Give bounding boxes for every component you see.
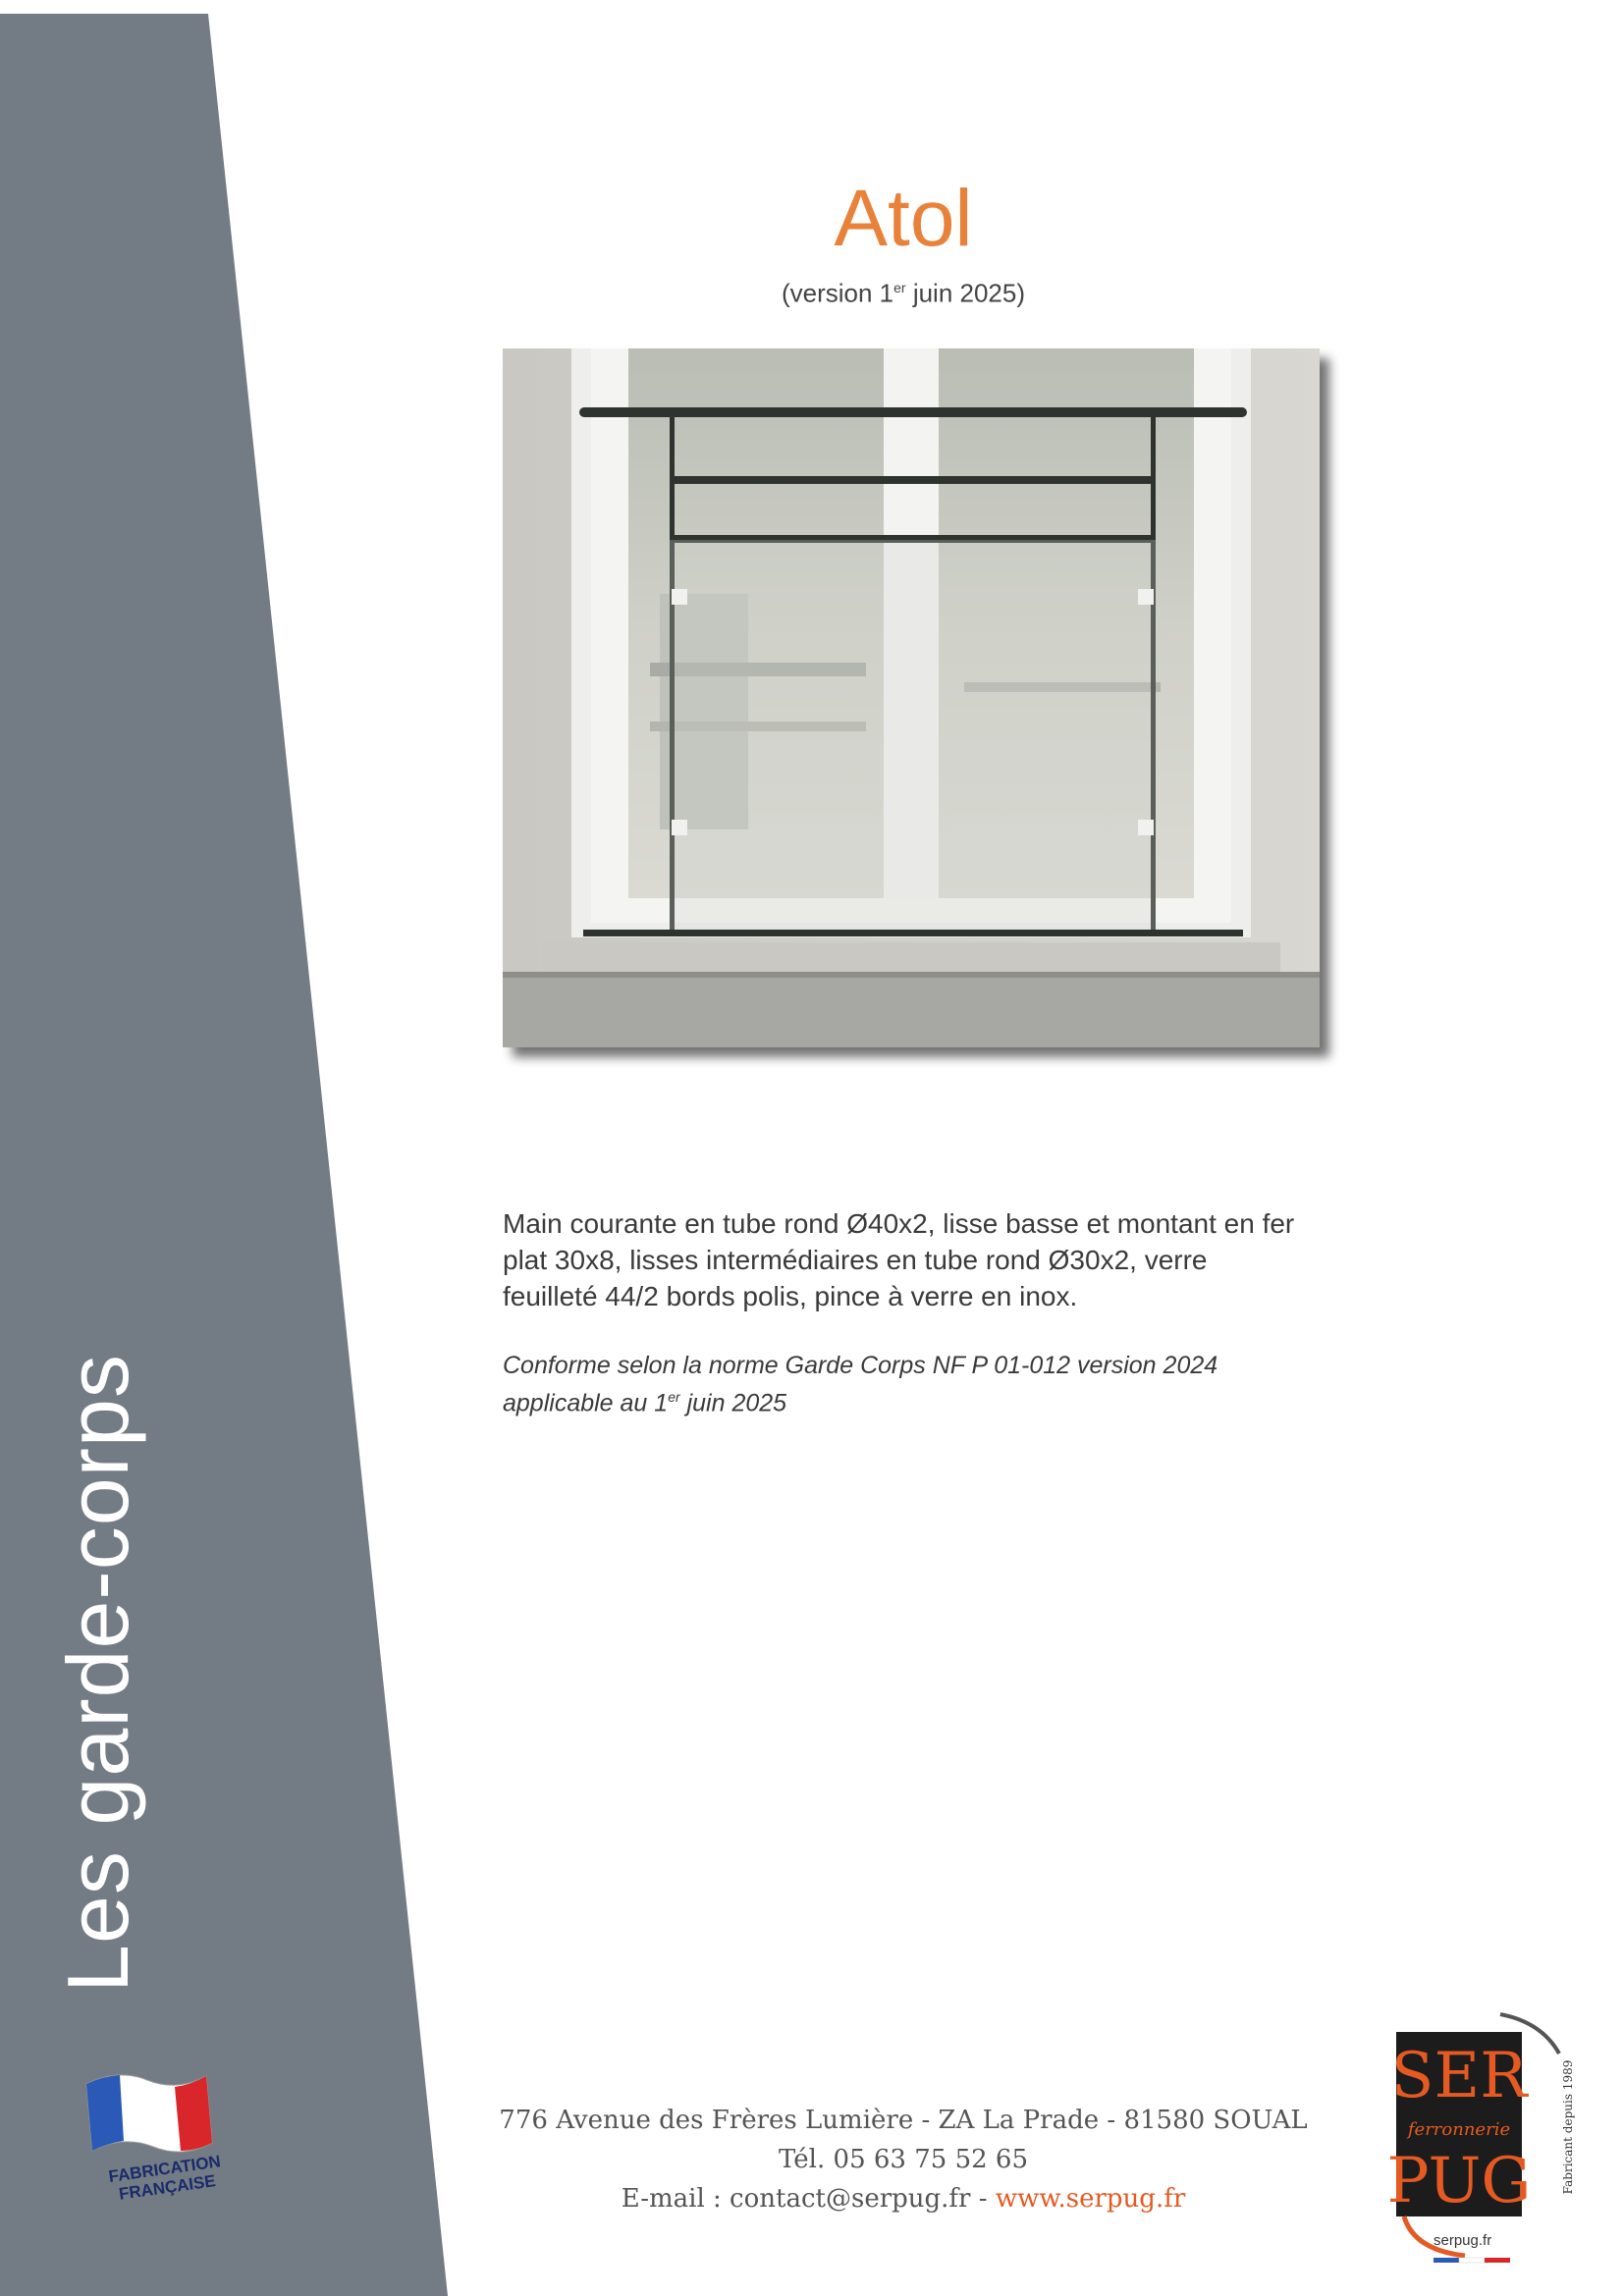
- logo-pug-text: PUG: [1386, 2145, 1532, 2217]
- sidebar: [0, 0, 452, 2296]
- contact-footer: [461, 2101, 1345, 2218]
- address: 776 Avenue des Frères Lumière - ZA La Prade - 81580 SOUAL: [499, 2106, 1308, 2135]
- norm-compliance: [503, 1350, 1308, 1418]
- logo-since: Fabricant depuis 1989: [1561, 2059, 1575, 2195]
- product-version: (version 1er juin 2025): [781, 278, 1026, 308]
- logo-ser-text: SER: [1390, 2040, 1528, 2112]
- product-title: Atol: [834, 174, 973, 263]
- sidebar-title: Les garde-corps: [49, 1354, 146, 1993]
- phone: Tél. 05 63 75 52 65: [778, 2145, 1029, 2174]
- norm-line-1: Conforme selon la norme Garde Corps NF P 01-012 version 2024: [503, 1352, 1218, 1379]
- email[interactable]: E-mail : contact@serpug.fr: [621, 2184, 971, 2214]
- logo-domain: serpug.fr: [1434, 2232, 1492, 2249]
- logo-sub-text: ferronnerie: [1407, 2119, 1511, 2140]
- serpug-logo: [1365, 1993, 1581, 2287]
- norm-line-2: applicable au 1er juin 2025: [503, 1389, 787, 1417]
- email-line: E-mail : contact@serpug.fr - www.serpug.fr: [621, 2184, 1186, 2214]
- website-link[interactable]: www.serpug.fr: [995, 2184, 1186, 2214]
- fabrication-francaise-label: FABRICATION FRANÇAISE: [107, 2152, 222, 2204]
- product-photo: [503, 348, 1320, 1047]
- fabrication-francaise-badge: [79, 2066, 226, 2214]
- product-description: Main courante en tube rond Ø40x2, lisse basse et montant en fer plat 30x8, lisses intermédiaires en tube rond Ø30x2, verre feuilleté 44/2 bords polis, pince à verre en inox.: [503, 1208, 1295, 1311]
